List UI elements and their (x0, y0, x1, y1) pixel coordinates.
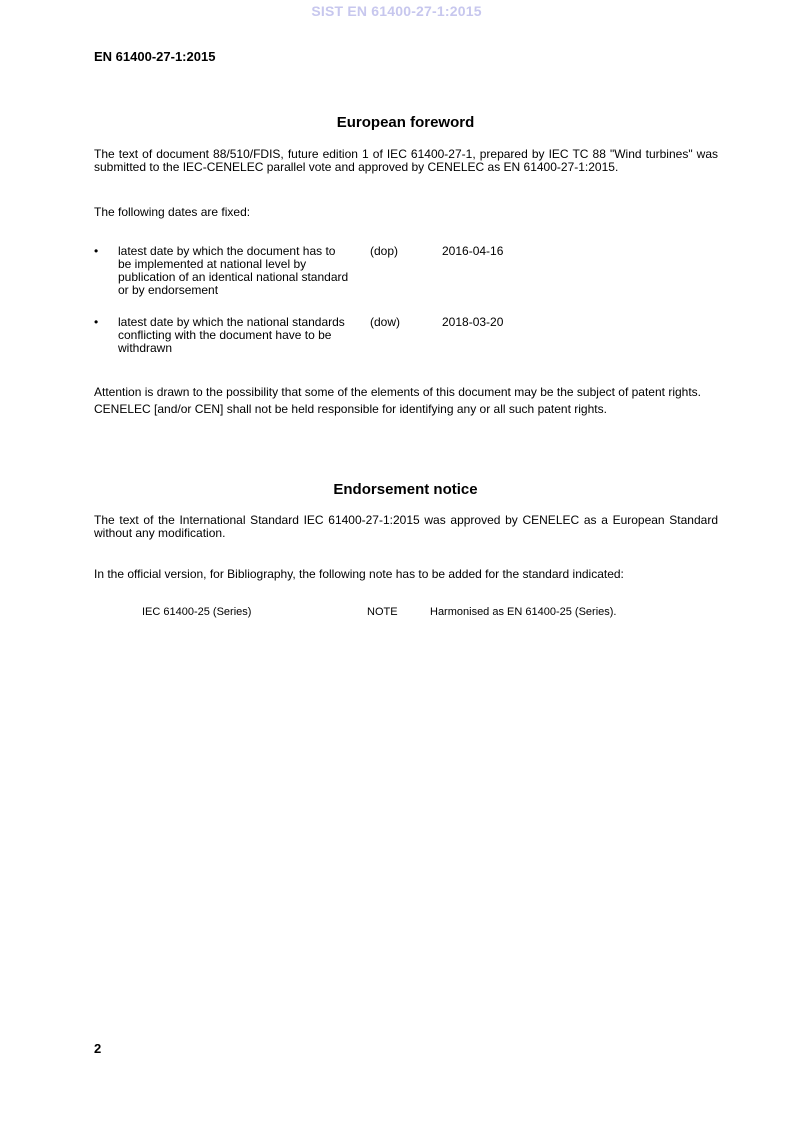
date-item-date: 2016-04-16 (442, 244, 504, 258)
page-number: 2 (94, 1041, 102, 1056)
date-item-date: 2018-03-20 (442, 315, 504, 329)
dates-intro: The following dates are fixed: (94, 205, 251, 219)
endorsement-text: The text of the International Standard IEC 61400-27-1:2015 was approved by CENELEC as a European Standard without any modification. (94, 513, 718, 540)
note-text: Harmonised as EN 61400-25 (Series). (430, 606, 617, 618)
patent-attention: Attention is drawn to the possibility that some of the elements of this document may be the subject of patent rights. CENELEC [and/or CEN] shall not be held responsible for identifying any or all such patent rights. (94, 385, 701, 416)
date-item-code: (dop) (370, 244, 399, 258)
date-item-text: latest date by which the national standards conflicting with the document have to be withdrawn (118, 315, 345, 355)
document-header: EN 61400-27-1:2015 (94, 49, 216, 64)
date-item-dop (94, 245, 718, 305)
note-label: NOTE (367, 606, 398, 618)
watermark: SIST EN 61400-27-1:2015 (311, 3, 482, 19)
foreword-intro: The text of document 88/510/FDIS, future edition 1 of IEC 61400-27-1, prepared by IEC TC 88 "Wind turbines" was submitted to the IEC-CENELEC parallel vote and approved by CENELEC as EN 61400-27-1:2015. (94, 147, 718, 174)
bullet-icon: • (94, 315, 99, 329)
foreword-title: European foreword (336, 114, 475, 131)
note-reference: IEC 61400-25 (Series) (142, 606, 252, 618)
endorsement-title: Endorsement notice (333, 481, 478, 498)
date-item-text: latest date by which the document has to be implemented at national level by publication of an identical national standard or by endorsement (118, 244, 349, 297)
date-item-dow (94, 316, 718, 361)
bibliography-intro: In the official version, for Bibliography, the following note has to be added for the standard indicated: (94, 567, 624, 581)
bullet-icon: • (94, 244, 99, 258)
date-item-code: (dow) (370, 315, 401, 329)
